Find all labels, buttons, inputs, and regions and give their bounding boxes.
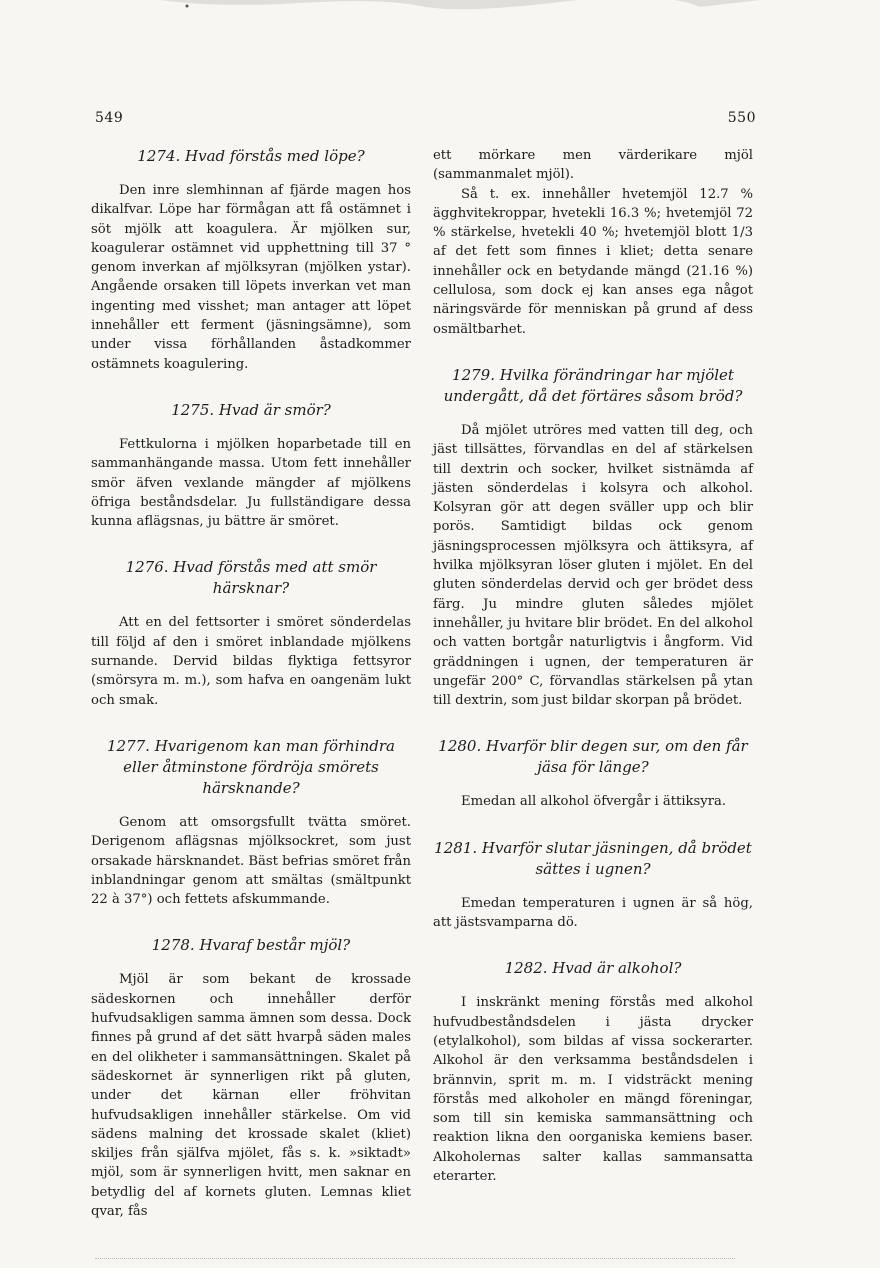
top-edge-decoration [0,0,880,12]
continuation-1278 [433,146,753,339]
question-heading: 1277. Hvarigenom kan man förhindra eller åtminstone fördröja smörets härsknande? [107,736,395,797]
qa-section-1274 [91,146,411,374]
answer-text: Då mjölet utröres med vatten till deg, och jäst tillsättes, förvandlas en del af stärkelsen till dextrin och socker, hvilket sistnämda af jästen sönderdelas i kolsyra och alkohol. Kolsyran gör att degen sväller upp och blir porös. Samtidigt bildas ock genom jäsningsprocessen mjölksyra och ättiksyra, af hvilka mjölksyran löser gluten i mjölet. En del gluten sönderdelas dervid och ger brödet dess färg. Ju mindre gluten således mjölet innehåller, ju hvitare blir brödet. En del alkohol och vatten bortgår naturligtvis i ångform. Vid gräddningen i ugnen, der temperaturen är ungefär 200° C, förvandlas stärkelsen på ytan till dextrin, som just bildar skorpan på brödet. [433,422,753,709]
answer-text: Genom att omsorgsfullt tvätta smöret. Derigenom aflägsnas mjölksockret, som just orsakade härsknandet. Bäst befrias smöret från inblandningar genom att smältas (smältpunkt 22 à 37°) och fettets afskummande. [91,814,411,908]
qa-section-1280 [433,736,753,811]
qa-section-1281 [433,838,753,933]
qa-section-1276 [91,557,411,709]
question-heading: 1275. Hvad är smör? [171,400,331,419]
question-heading: 1281. Hvarför slutar jäsningen, då brödet sättes i ugnen? [434,838,752,878]
qa-section-1282 [433,958,753,1186]
question-heading: 1279. Hvilka förändringar har mjölet undergått, då det förtäres såsom bröd? [443,365,743,405]
page-number-left: 549 [95,110,124,126]
qa-section-1278 [91,935,411,1221]
right-column [433,146,753,1212]
answer-text: Att en del fettsorter i smöret sönderdelas till följd af den i smöret inblandade mjölkens surnande. Dervid bildas flyktiga fettsyror (smörsyra m. m.), som hafva en oangenäm lukt och smak. [91,615,411,708]
page-number-right: 550 [727,110,756,126]
question-heading: 1276. Hvad förstås med att smör härsknar? [125,558,377,598]
answer-text: I inskränkt mening förstås med alkohol hufvudbeståndsdelen i jästa drycker (etylalkohol), som bildas af vissa sockerarter. Alkohol är den verksamma beståndsdelen i brännvin, sprit m. m. I vidsträckt mening förstås med alkoholer en mängd föreningar, som till sin kemiska sammansättning och reaktion likna den oorganiska kemiens baser. Alkoholernas salter kallas sammansatta eterarter. [433,995,753,1184]
question-heading: 1274. Hvad förstås med löpe? [137,147,365,165]
qa-section-1277 [91,736,411,909]
answer-text: Den inre slemhinnan af fjärde magen hos dikalfvar. Löpe har förmågan att få ostämnet i söt mjölk att koagulera. Är mjölken sur, koagulerar ostämnet vid upphettning till 37 ° genom inverkan af mjölksyran (mjölken ystar). Angående orsaken till löpets inverkan vet man ingenting med visshet; man antager att löpet innehåller ett ferment (jäsningsämne), som under vissa förhållanden åstadkommer ostämnets koagulering. [91,183,411,372]
answer-text: Fettkulorna i mjölken hoparbetade till en sammanhängande massa. Utom fett innehåller smör äfven vexlande mängder af mjölkens öfriga beståndsdelar. Ju fullständigare dessa kunna aflägsnas, ju bättre är smöret. [91,436,411,530]
continuation-text: Så t. ex. innehåller hvetemjöl 12.7 % ägghvitekroppar, hvetekli 16.3 %; hvetemjöl 72 % stärkelse, hvetekli 40 %; hvetemjöl blott 1/3 af det fett som finnes i kliet; detta senare innehåller ock en betydande mängd (21.16 %) cellulosa, som dock ej kan anses ega något näringsvärde för menniskan på grund af dess osmältbarhet. [433,186,753,337]
question-heading: 1282. Hvad är alkohol? [504,959,682,978]
question-heading: 1280. Hvarför blir degen sur, om den får jäsa för länge? [438,737,748,777]
qa-section-1275 [91,400,411,531]
continuation-text: ett mörkare men värderikare mjöl (sammanmalet mjöl). [433,148,753,183]
answer-text: Mjöl är som bekant de krossade sädeskornen och innehåller derför hufvudsakligen samma ämnen som dessa. Dock finnes på grund af det sätt hvarpå säden males en del olikheter i sammansättningen. Skalet på sädeskornet är synnerligen rikt på gluten, under det kärnan eller fröhvitan hufvudsakligen innehåller stärkelse. Om vid sädens malning det krossade skalet (kliet) skiljes från själfva mjölet, fås s. k. »siktadt» mjöl, som är synnerligen hvitt, men saknar en betydlig del af kornets gluten. Lemnas kliet qvar, fås [91,972,411,1219]
answer-text: Emedan all alkohol öfvergår i ättiksyra. [461,794,727,810]
answer-text: Emedan temperaturen i ugnen är så hög, att jästsvamparna dö. [433,895,753,931]
qa-section-1279 [433,365,753,710]
bottom-scan-edge [95,1258,735,1260]
question-heading: 1278. Hvaraf består mjöl? [151,936,351,955]
left-column [91,146,411,1247]
